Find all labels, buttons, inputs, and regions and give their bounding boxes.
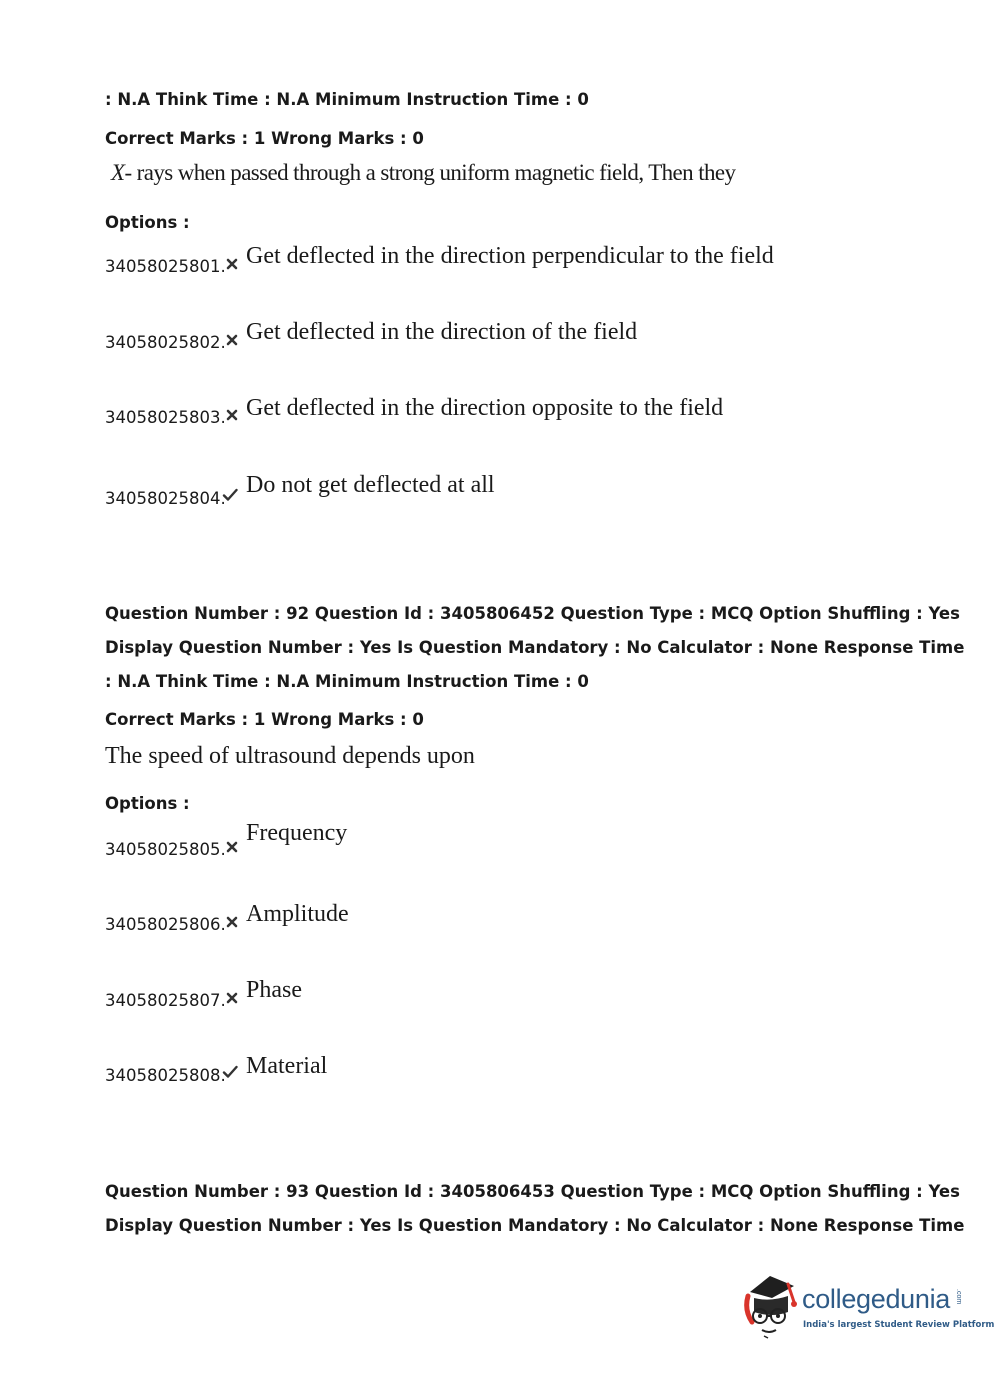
q93-meta-line-1: Question Number : 93 Question Id : 3405806453 Question Type : MCQ Option Shuffling : Yes [105,1182,960,1201]
option-text: Phase [246,977,302,1003]
collegedunia-logo [742,1272,995,1342]
q92-meta-line-2: Display Question Number : Yes Is Question Mandatory : No Calculator : None Response Time [105,638,965,657]
q91-marks: Correct Marks : 1 Wrong Marks : 0 [105,129,424,148]
cross-mark-icon [224,256,240,272]
q92-meta-line-3: : N.A Think Time : N.A Minimum Instruction Time : 0 [105,672,589,691]
logo-domain: .com [955,1289,962,1305]
option-text: Get deflected in the direction opposite to the field [246,395,724,421]
option-text: Frequency [246,820,348,846]
q93-meta-line-2: Display Question Number : Yes Is Question Mandatory : No Calculator : None Response Time [105,1216,965,1235]
cross-mark-icon [224,839,240,855]
cross-mark-icon [224,332,240,348]
logo-wordmark: collegedunia [802,1284,951,1314]
check-mark-icon [222,487,238,503]
cross-mark-icon [224,914,240,930]
logo-tagline: India's largest Student Review Platform [803,1320,995,1330]
q92-marks: Correct Marks : 1 Wrong Marks : 0 [105,710,424,729]
mascot-icon [742,1272,800,1340]
option-text: Amplitude [246,901,349,927]
check-mark-icon [222,1064,238,1080]
option-id: 34058025803. [105,408,226,427]
q91-question-rest: - rays when passed through a strong uniform magnetic field, Then they [124,160,736,185]
option-text: Material [246,1053,328,1079]
q91-question-italic: X [111,160,125,185]
option-id: 34058025808. [105,1066,226,1085]
option-id: 34058025807. [105,991,226,1010]
q91-options-label: Options : [105,213,190,232]
cross-mark-icon [224,990,240,1006]
option-text: Do not get deflected at all [246,472,495,498]
q92-question-text: The speed of ultrasound depends upon [105,743,475,769]
option-id: 34058025804. [105,489,226,508]
option-text: Get deflected in the direction of the field [246,319,638,345]
q91-meta-line: : N.A Think Time : N.A Minimum Instruction Time : 0 [105,90,589,109]
option-id: 34058025802. [105,333,226,352]
option-id: 34058025801. [105,257,226,276]
option-id: 34058025805. [105,840,226,859]
q91-question-text [111,160,735,186]
option-text: Get deflected in the direction perpendicular to the field [246,243,774,269]
q92-meta-line-1: Question Number : 92 Question Id : 3405806452 Question Type : MCQ Option Shuffling : Yes [105,604,960,623]
q92-options-label: Options : [105,794,190,813]
option-id: 34058025806. [105,915,226,934]
cross-mark-icon [224,407,240,423]
